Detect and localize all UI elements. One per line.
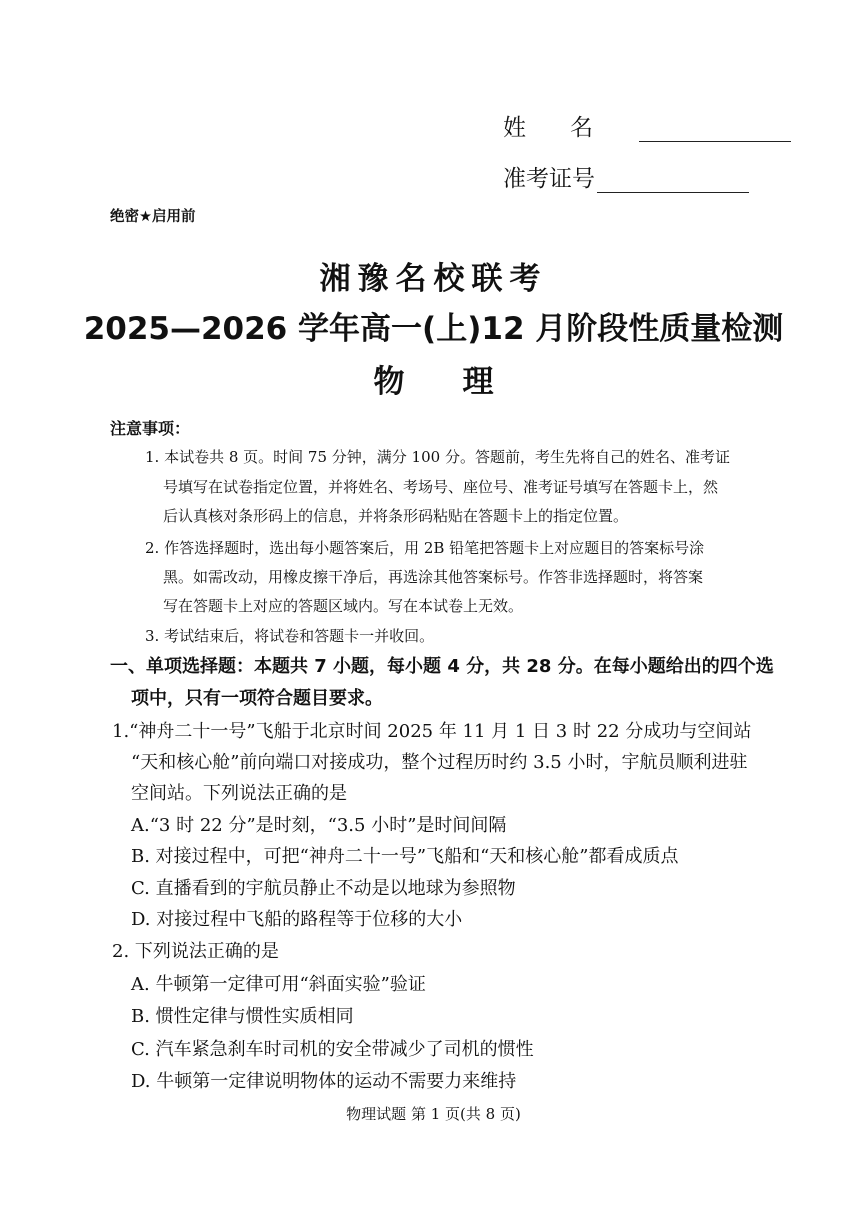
section-heading: 一、单项选择题：本题共 7 小题，每小题 4 分，共 28 分。在每小题给出的四个选 bbox=[110, 656, 774, 677]
question-2-option-a: A. 牛顿第一定律可用“斜面实验”验证 bbox=[131, 974, 426, 995]
note-line: 2. 作答选择题时，选出每小题答案后，用 2B 铅笔把答题卡上对应题目的答案标号涂 bbox=[145, 539, 705, 557]
exam-id-field bbox=[503, 165, 749, 193]
question-1-option-d: D. 对接过程中飞船的路程等于位移的大小 bbox=[131, 909, 463, 930]
question-1-stem: “天和核心舱”前向端口对接成功，整个过程历时约 3.5 小时，宇航员顺利进驻 bbox=[131, 752, 748, 773]
exam-id-label: 准考证号 bbox=[503, 166, 595, 192]
question-2-option-c: C. 汽车紧急刹车时司机的安全带减少了司机的惯性 bbox=[131, 1039, 534, 1060]
exam-title-name: 2025—2026 学年高一(上)12 月阶段性质量检测 bbox=[83, 311, 784, 347]
note-line: 写在答题卡上对应的答题区域内。写在本试卷上无效。 bbox=[163, 597, 524, 615]
exam-subject: 物理 bbox=[373, 364, 552, 400]
exam-title-org: 湘豫名校联考 bbox=[319, 261, 548, 297]
question-1-stem: 空间站。下列说法正确的是 bbox=[131, 783, 347, 804]
page-footer: 物理试题 第 1 页(共 8 页) bbox=[346, 1105, 521, 1123]
question-1-stem: 1.“神舟二十一号”飞船于北京时间 2025 年 11 月 1 日 3 时 22 分成功与空间站 bbox=[112, 721, 752, 742]
note-line: 号填写在试卷指定位置，并将姓名、考场号、座位号、准考证号填写在答题卡上，然 bbox=[163, 478, 719, 496]
exam-id-blank-line[interactable] bbox=[597, 172, 749, 193]
question-1-option-a: A.“3 时 22 分”是时刻，“3.5 小时”是时间间隔 bbox=[131, 815, 507, 836]
question-2-stem: 2. 下列说法正确的是 bbox=[112, 941, 279, 962]
note-line: 1. 本试卷共 8 页。时间 75 分钟，满分 100 分。答题前，考生先将自己的姓名、准考证 bbox=[145, 448, 730, 466]
confidential-label: 绝密★启用前 bbox=[110, 209, 196, 225]
question-1-option-c: C. 直播看到的宇航员静止不动是以地球为参照物 bbox=[131, 878, 516, 899]
name-field bbox=[503, 114, 791, 142]
question-2-option-b: B. 惯性定律与惯性实质相同 bbox=[131, 1006, 354, 1027]
question-1-option-b: B. 对接过程中，可把“神舟二十一号”飞船和“天和核心舱”都看成质点 bbox=[131, 846, 679, 867]
note-line: 后认真核对条形码上的信息，并将条形码粘贴在答题卡上的指定位置。 bbox=[163, 507, 629, 525]
section-heading-cont: 项中，只有一项符合题目要求。 bbox=[131, 688, 383, 709]
note-line: 3. 考试结束后，将试卷和答题卡一并收回。 bbox=[145, 627, 435, 645]
question-2-option-d: D. 牛顿第一定律说明物体的运动不需要力来维持 bbox=[131, 1071, 517, 1092]
name-blank-line[interactable] bbox=[639, 121, 791, 142]
name-label: 姓名 bbox=[503, 115, 637, 141]
notes-heading: 注意事项： bbox=[110, 419, 191, 438]
note-line: 黑。如需改动，用橡皮擦干净后，再选涂其他答案标号。作答非选择题时，将答案 bbox=[163, 568, 704, 586]
